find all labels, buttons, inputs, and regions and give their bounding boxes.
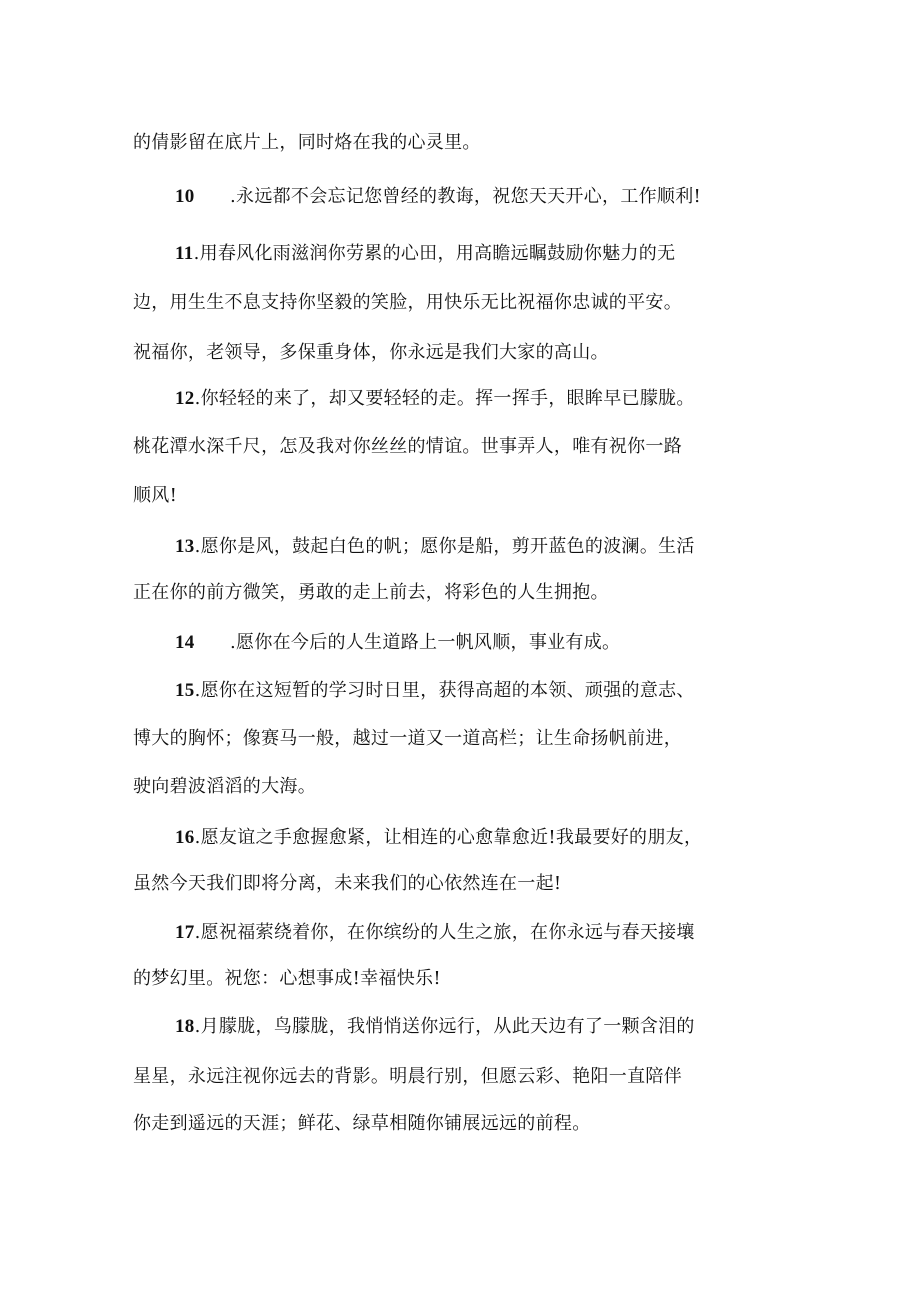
item-number: 12 — [175, 388, 195, 409]
line-text: 你走到遥远的天涯；鲜花、绿草相随你铺展远远的前程。 — [133, 1113, 591, 1134]
line-text: 的倩影留在底片上，同时烙在我的心灵里。 — [133, 132, 481, 153]
line-text: .你轻轻的来了，却又要轻轻的走。挥一挥手，眼眸早已朦胧。 — [194, 388, 695, 409]
item-number: 13 — [175, 536, 195, 557]
item-number: 10 — [175, 186, 195, 207]
line-text: 桃花潭水深千尺，怎及我对你丝丝的情谊。世事弄人，唯有祝你一路 — [133, 436, 682, 457]
line-text: 虽然今天我们即将分离，未来我们的心依然连在一起! — [133, 873, 562, 894]
line-text: .愿祝福萦绕着你，在你缤纷的人生之旅，在你永远与春天接壤 — [194, 922, 695, 943]
line-text: 的梦幻里。祝您：心想事成!幸福快乐! — [133, 968, 441, 989]
item-number: 16 — [175, 827, 195, 848]
text-line — [133, 871, 561, 897]
line-text: .愿你在今后的人生道路上一帆风顺，事业有成。 — [230, 632, 621, 653]
text-line — [133, 290, 682, 316]
list-item — [175, 184, 701, 210]
text-line — [133, 340, 609, 366]
line-text: 正在你的前方微笑，勇敢的走上前去，将彩色的人生拥抱。 — [133, 582, 609, 603]
line-text: 祝福你，老领导，多保重身体，你永远是我们大家的高山。 — [133, 342, 609, 363]
text-line — [133, 1064, 682, 1090]
item-number: 15 — [175, 680, 195, 701]
line-text: .永远都不会忘记您曾经的教诲，祝您天天开心，工作顺利! — [230, 186, 702, 207]
line-text: 星星，永远注视你远去的背影。明晨行别，但愿云彩、艳阳一直陪伴 — [133, 1066, 682, 1087]
line-text: .用春风化雨滋润你劳累的心田，用高瞻远瞩鼓励你魅力的无 — [193, 243, 676, 264]
list-item — [175, 678, 695, 704]
list-item — [175, 920, 695, 946]
text-line — [133, 483, 177, 509]
line-text: .愿友谊之手愈握愈紧，让相连的心愈靠愈近!我最要好的朋友， — [194, 827, 703, 848]
text-line — [133, 580, 609, 606]
text-line — [133, 966, 441, 992]
text-line — [133, 1111, 591, 1137]
line-text: 边，用生生不息支持你坚毅的笑脸，用快乐无比祝福你忠诚的平安。 — [133, 292, 682, 313]
line-text: .愿你是风，鼓起白色的帆；愿你是船，剪开蓝色的波澜。生活 — [194, 536, 695, 557]
list-item — [175, 825, 702, 851]
item-number: 17 — [175, 922, 195, 943]
list-item — [175, 386, 695, 412]
text-line — [133, 726, 682, 752]
line-text: .月朦胧，鸟朦胧，我悄悄送你远行，从此天边有了一颗含泪的 — [194, 1016, 695, 1037]
line-text: 驶向碧波滔滔的大海。 — [133, 776, 316, 797]
item-number: 14 — [175, 632, 195, 653]
list-item — [175, 1014, 695, 1040]
list-item — [175, 534, 695, 560]
item-number: 18 — [175, 1016, 195, 1037]
list-item — [175, 630, 620, 656]
text-line — [133, 774, 316, 800]
line-text: 顺风! — [133, 485, 178, 506]
line-text: 博大的胸怀；像赛马一般，越过一道又一道高栏；让生命扬帆前进， — [133, 728, 682, 749]
text-line — [133, 434, 682, 460]
item-number: 11 — [175, 243, 194, 264]
text-line — [133, 130, 481, 156]
line-text: .愿你在这短暂的学习时日里，获得高超的本领、顽强的意志、 — [194, 680, 695, 701]
list-item — [175, 241, 675, 267]
